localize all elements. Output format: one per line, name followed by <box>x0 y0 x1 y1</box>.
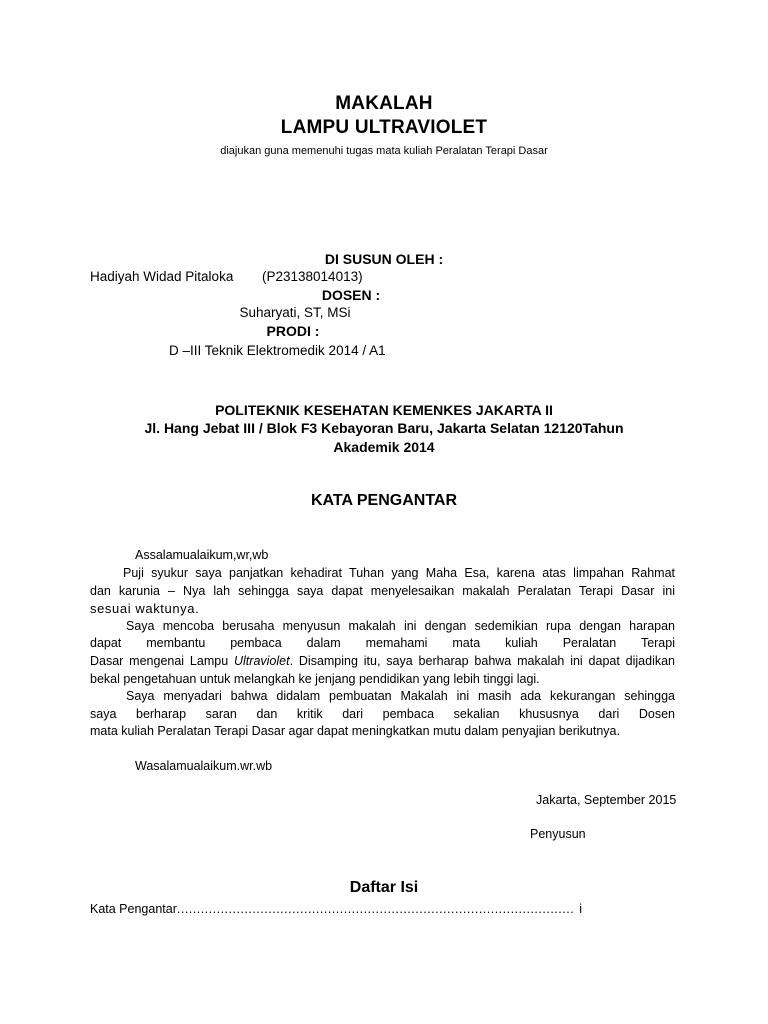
document-subtitle: diajukan guna memenuhi tugas mata kuliah Peralatan Terapi Dasar <box>220 145 548 157</box>
preface-closing: Wasalamualaikum.wr.wb <box>135 759 273 773</box>
preface-p3-line2: saya berharap saran dan kritik dari pembaca sekalian khususnya dari Dosen <box>90 706 675 721</box>
preface-p2-line1: Saya mencoba berusaha menyusun makalah ini dengan sedemikian rupa dengan harapan <box>126 618 675 633</box>
preface-p3-line1: Saya menyadari bahwa didalam pembuatan Makalah ini masih ada kekurangan sehingga <box>126 689 675 704</box>
program-name: D –III Teknik Elektromedik 2014 / A1 <box>169 343 386 358</box>
preface-p2-line3-end: . Disamping itu, saya berharap bahwa makalah ini dapat dijadikan <box>289 653 675 668</box>
preface-p2-line3-start: Dasar mengenai Lampu <box>90 653 234 668</box>
toc-entry-label: Kata Pengantar <box>90 902 177 916</box>
institution-address-line2: Akademik 2014 <box>333 439 435 455</box>
prepared-by-label: DI SUSUN OLEH : <box>324 251 444 267</box>
preface-p2-line4: bekal pengetahuan untuk melangkah ke jenjang pendidikan yang lebih tinggi lagi. <box>90 671 540 686</box>
preface-p3-line3: mata kuliah Peralatan Terapi Dasar agar dapat meningkatkan mutu dalam penyajian berikutnya. <box>90 724 620 739</box>
preface-p2-line3 <box>90 653 675 671</box>
author-name: Hadiyah Widad Pitaloka <box>90 269 234 284</box>
preface-signature-label: Penyusun <box>530 827 586 841</box>
toc-entry[interactable] <box>90 902 582 916</box>
preface-heading: KATA PENGANTAR <box>310 492 458 509</box>
toc-heading: Daftar Isi <box>349 879 419 896</box>
toc-leader-dots <box>177 902 575 916</box>
lecturer-name: Suharyati, ST, MSi <box>239 305 351 320</box>
preface-p1-line1: Puji syukur saya panjatkan kehadirat Tuhan yang Maha Esa, karena atas limpahan Rahmat <box>123 566 675 580</box>
preface-p1-line3: sesuai waktunya. <box>90 601 200 617</box>
document-title-line2: LAMPU ULTRAVIOLET <box>280 117 488 138</box>
preface-body <box>90 565 675 741</box>
institution-address-line1: Jl. Hang Jebat III / Blok F3 Kebayoran Baru, Jakarta Selatan 12120Tahun <box>144 420 624 436</box>
institution-name: POLITEKNIK KESEHATAN KEMENKES JAKARTA II <box>215 402 553 418</box>
lecturer-label: DOSEN : <box>321 287 381 303</box>
toc-entry-page: i <box>579 902 582 916</box>
preface-greeting: Assalamualaikum,wr,wb <box>135 548 269 562</box>
program-label: PRODI : <box>266 323 320 339</box>
preface-p1-line2: dan karunia – Nya lah sehingga saya dapat menyelesaikan makalah Peralatan Terapi Dasar ini <box>90 583 675 598</box>
preface-p2-line3-italic: Ultraviolet <box>234 653 290 668</box>
preface-place-date: Jakarta, September 2015 <box>536 793 677 807</box>
preface-p2-line2: dapat membantu pembaca dalam memahami mata kuliah Peralatan Terapi <box>90 636 675 651</box>
author-id: (P23138014013) <box>262 269 363 284</box>
document-title-line1: MAKALAH <box>335 93 433 114</box>
